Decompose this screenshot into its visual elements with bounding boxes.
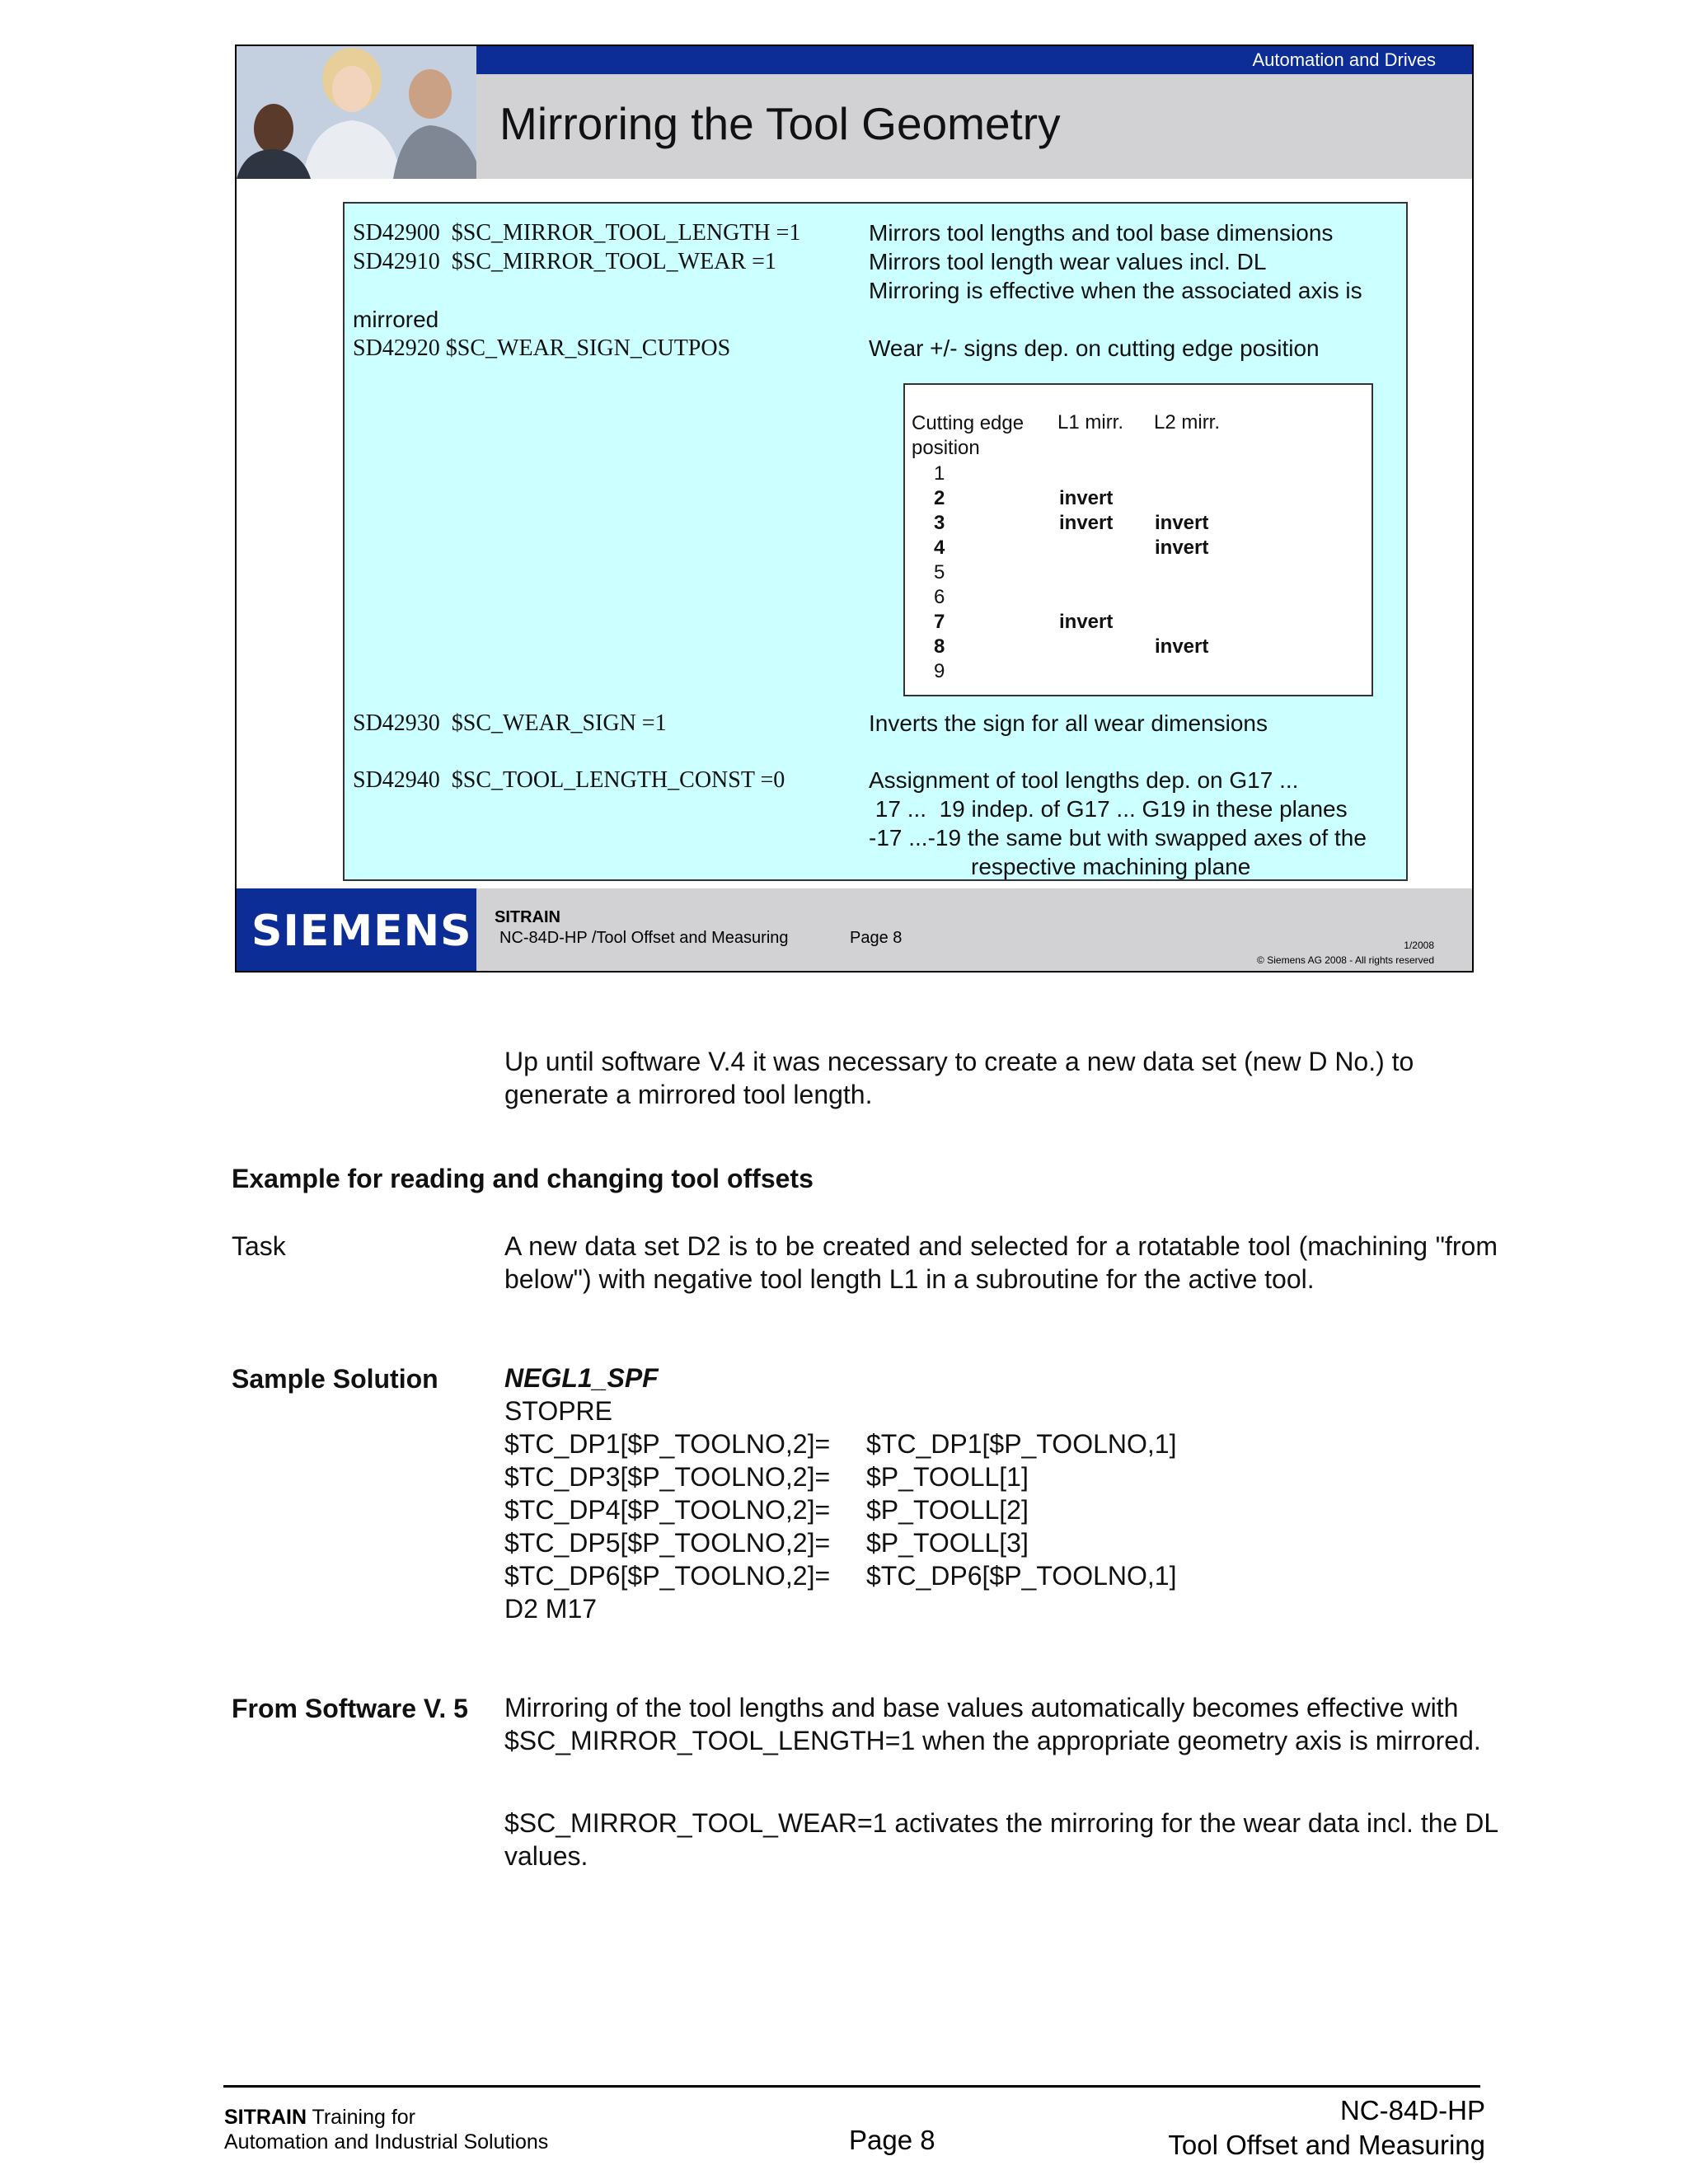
desc-length-const-3: -17 ...-19 the same but with swapped axes of the xyxy=(869,825,1367,851)
code-line: STOPRE xyxy=(504,1396,612,1426)
table-row-pos: 3 xyxy=(934,512,945,534)
setting-sd42940: SD42940 $SC_TOOL_LENGTH_CONST =0 xyxy=(353,767,785,793)
setting-sd42910: SD42910 $SC_MIRROR_TOOL_WEAR =1 xyxy=(353,249,776,274)
code-line: $TC_DP4[$P_TOOLNO,2]= xyxy=(504,1495,831,1525)
code-value: $TC_DP6[$P_TOOLNO,1] xyxy=(866,1561,1177,1591)
slide-footer-course: NC-84D-HP /Tool Offset and Measuring xyxy=(499,929,789,947)
solution-title: NEGL1_SPF xyxy=(504,1363,659,1393)
slide-footer-copyright: © Siemens AG 2008 - All rights reserved xyxy=(1257,954,1434,966)
example-heading: Example for reading and changing tool offsets xyxy=(232,1164,814,1193)
code-value: $P_TOOLL[3] xyxy=(866,1528,1029,1558)
code-value: $P_TOOLL[1] xyxy=(866,1462,1029,1492)
slide-footer-page: Page 8 xyxy=(850,929,903,947)
v5-paragraph-1: Mirroring of the tool lengths and base values automatically becomes effective with $SC_MIRROR_TOOL_LENGTH=1 when the appropriate geometry axis is mirrored. xyxy=(504,1693,1481,1755)
footer-course: NC-84D-HP xyxy=(1339,2095,1485,2125)
v5-label: From Software V. 5 xyxy=(232,1694,468,1723)
footer-page: Page 8 xyxy=(849,2125,935,2155)
task-label: Task xyxy=(232,1231,286,1261)
settings-box xyxy=(343,202,1408,881)
table-row-pos: 2 xyxy=(934,487,945,509)
table-cell-l1: invert xyxy=(1059,487,1114,509)
mirrored-word: mirrored xyxy=(353,307,439,332)
setting-sd42900: SD42900 $SC_MIRROR_TOOL_LENGTH =1 xyxy=(353,220,801,246)
table-cell-l2: invert xyxy=(1155,512,1209,534)
solution-label: Sample Solution xyxy=(232,1364,438,1394)
desc-length-const-1: Assignment of tool lengths dep. on G17 ... xyxy=(869,767,1299,793)
code-value: $P_TOOLL[2] xyxy=(866,1495,1029,1525)
slide-footer xyxy=(237,888,1472,971)
slide-title: Mirroring the Tool Geometry xyxy=(499,98,1061,149)
v5-paragraph-2: $SC_MIRROR_TOOL_WEAR=1 activates the mirroring for the wear data incl. the DL values. xyxy=(504,1808,1498,1871)
setting-sd42930: SD42930 $SC_WEAR_SIGN =1 xyxy=(353,710,667,736)
footer-rule xyxy=(223,2085,1480,2088)
header-label: Automation and Drives xyxy=(1252,49,1436,70)
slide-footer-sitrain: SITRAIN xyxy=(495,908,560,926)
desc-mirror-length: Mirrors tool lengths and tool base dimensions xyxy=(869,220,1334,246)
desc-mirror-wear: Mirrors tool length wear values incl. DL xyxy=(869,249,1267,274)
code-line: $TC_DP3[$P_TOOLNO,2]= xyxy=(504,1462,831,1492)
footer-left-line2: Automation and Industrial Solutions xyxy=(224,2130,549,2154)
task-text: A new data set D2 is to be created and selected for a rotatable tool (machining "from below") with negative tool length L1 in a subroutine for the active tool. xyxy=(504,1231,1498,1294)
footer-left-line1 xyxy=(224,2106,415,2130)
table-cell-l1: invert xyxy=(1059,611,1114,633)
desc-length-const-4: respective machining plane xyxy=(971,854,1251,879)
code-line: $TC_DP5[$P_TOOLNO,2]= xyxy=(504,1528,831,1558)
table-cell-l1: invert xyxy=(1059,512,1114,534)
table-header-l2: L2 mirr. xyxy=(1154,411,1221,434)
table-header-position: Cutting edge position xyxy=(912,412,1025,459)
code-line: $TC_DP1[$P_TOOLNO,2]= xyxy=(504,1429,831,1459)
siemens-logo-block xyxy=(237,888,476,971)
table-cell-l2: invert xyxy=(1155,537,1209,559)
desc-length-const-2: 17 ... 19 indep. of G17 ... G19 in these planes xyxy=(869,796,1348,822)
footer-training-for: Training for xyxy=(307,2106,416,2129)
code-value: $TC_DP1[$P_TOOLNO,1] xyxy=(866,1429,1177,1459)
table-row-pos: 6 xyxy=(934,586,945,608)
table-row-pos: 4 xyxy=(934,537,945,559)
cutting-edge-table xyxy=(903,383,1373,696)
header-strip xyxy=(476,46,1472,74)
table-row-pos: 9 xyxy=(934,660,945,682)
footer-sitrain: SITRAIN xyxy=(224,2106,307,2129)
table-row-pos: 7 xyxy=(934,611,945,633)
footer-topic: Tool Offset and Measuring xyxy=(1168,2130,1485,2160)
intro-paragraph: Up until software V.4 it was necessary to create a new data set (new D No.) to generate a mirrored tool length. xyxy=(504,1047,1414,1109)
code-line: $TC_DP6[$P_TOOLNO,2]= xyxy=(504,1561,831,1591)
table-row-pos: 8 xyxy=(934,635,945,658)
slide xyxy=(235,45,1474,972)
desc-wear-sign-cutpos: Wear +/- signs dep. on cutting edge position xyxy=(869,335,1320,361)
desc-mirror-effective: Mirroring is effective when the associated axis is xyxy=(869,278,1362,303)
header-photo xyxy=(237,46,476,179)
table-header-l1: L1 mirr. xyxy=(1057,411,1124,434)
table-cell-l2: invert xyxy=(1155,635,1209,658)
table-row-pos: 5 xyxy=(934,561,945,583)
siemens-logo: SIEMENS xyxy=(251,907,472,956)
desc-wear-sign: Inverts the sign for all wear dimensions xyxy=(869,710,1268,736)
title-band xyxy=(476,46,1472,179)
table-row-pos: 1 xyxy=(934,462,945,485)
code-line: D2 M17 xyxy=(504,1594,598,1624)
setting-sd42920: SD42920 $SC_WEAR_SIGN_CUTPOS xyxy=(353,335,731,361)
people-photo-illustration xyxy=(237,46,476,179)
slide-footer-date: 1/2008 xyxy=(1404,940,1434,951)
